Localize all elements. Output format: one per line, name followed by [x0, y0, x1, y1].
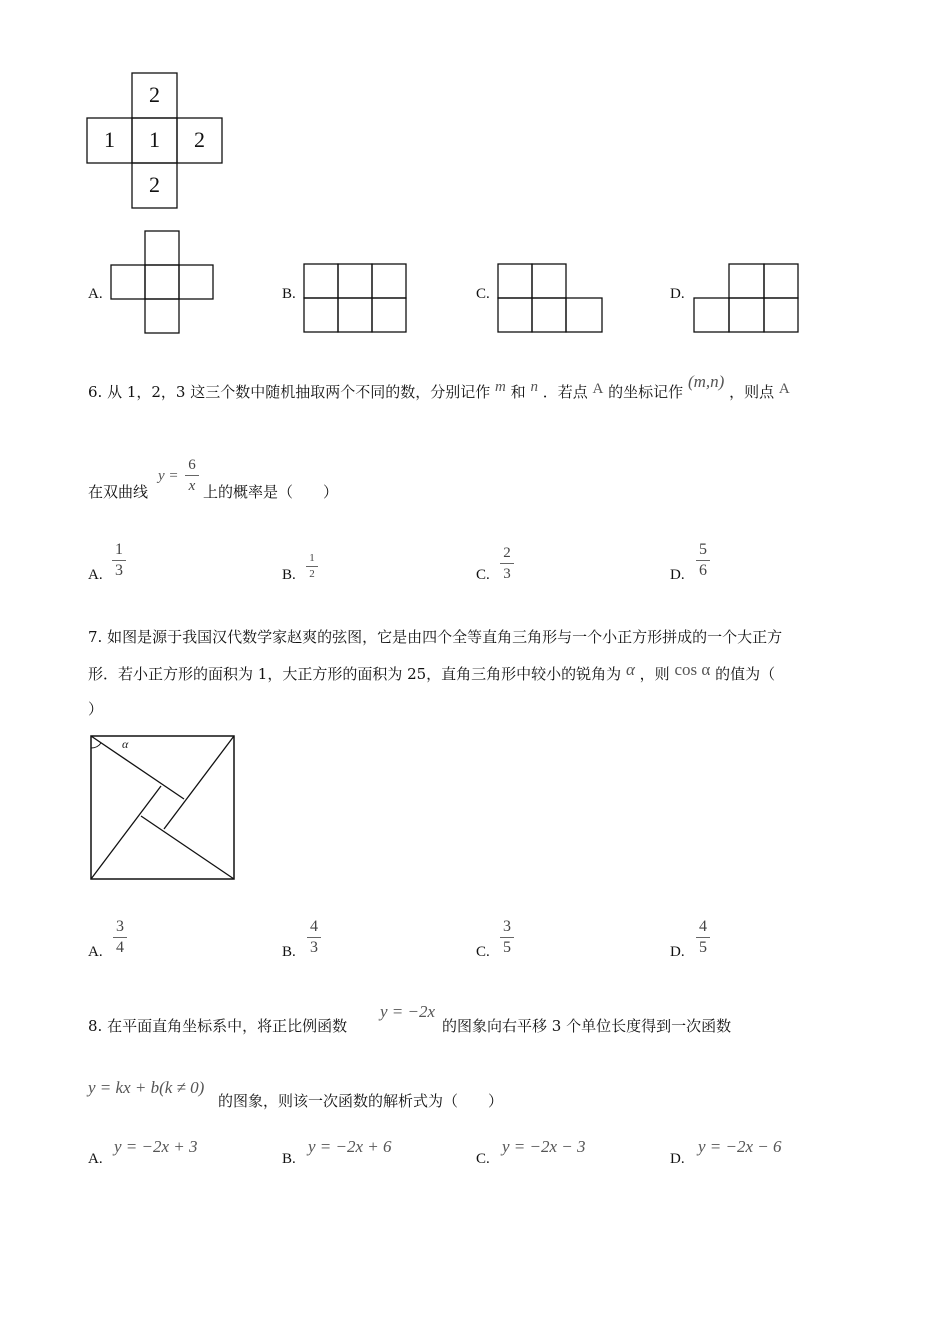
- frac-den: 4: [116, 939, 124, 956]
- frac-den: 5: [699, 939, 707, 956]
- q6-text-1: 6. 从 1，2，3 这三个数中随机抽取两个不同的数，分别记作: [88, 383, 491, 401]
- q8-line1-pre: 8. 在平面直角坐标系中，将正比例函数: [88, 1017, 348, 1035]
- q6-line2-post: 上的概率是（ ）: [203, 483, 339, 501]
- frac-num: 5: [699, 541, 707, 558]
- q5-option-a-label[interactable]: A.: [88, 286, 103, 302]
- q7-option-a-label[interactable]: A.: [88, 944, 103, 960]
- q7-question-line3: ）: [88, 700, 104, 718]
- frac-num: 1: [115, 541, 123, 558]
- net-cell-left: 1: [104, 127, 115, 152]
- q6-line2-pre: 在双曲线: [88, 483, 149, 501]
- q7-cos-alpha: cos α: [674, 660, 711, 679]
- q7-option-a-fraction[interactable]: [113, 918, 127, 957]
- q8-option-a-label[interactable]: A.: [88, 1151, 103, 1167]
- frac-num: 2: [503, 545, 511, 561]
- fraction-bar: [307, 937, 321, 938]
- q7-alpha: α: [625, 660, 635, 679]
- q6-point-a-2: A: [778, 381, 790, 397]
- q6-var-n: n: [530, 379, 538, 395]
- fraction-bar: [113, 937, 127, 938]
- net-cell-right: 2: [194, 127, 205, 152]
- q7-question-line1: 7. 如图是源于我国汉代数学家赵爽的弦图，它是由四个全等直角三角形与一个小正方形拼成的一个大正方: [88, 628, 783, 646]
- q8-option-d-label[interactable]: D.: [670, 1151, 685, 1167]
- net-cell-bottom: 2: [149, 172, 160, 197]
- q7-option-c-fraction[interactable]: [500, 918, 514, 957]
- fraction-bar: [696, 937, 710, 938]
- q6-point-a: A: [592, 381, 604, 397]
- q8-option-a-expr[interactable]: y = −2x + 3: [114, 1137, 198, 1156]
- frac-den: 5: [503, 939, 511, 956]
- q8-func: y = −2x: [380, 1002, 436, 1021]
- frac-num: 3: [116, 918, 124, 935]
- q7-option-d-label[interactable]: D.: [670, 944, 685, 960]
- frac-den: 2: [309, 568, 315, 580]
- frac-den: 6: [699, 562, 707, 579]
- q6-option-c-label[interactable]: C.: [476, 567, 490, 583]
- q6-eq-lhs: y =: [158, 468, 179, 484]
- q7-text-post: 的值为（: [715, 665, 776, 683]
- q6-text-and: 和: [510, 383, 526, 401]
- q6-text-coord: 的坐标记作: [608, 383, 684, 401]
- q6-text-dot: ．若点: [542, 383, 588, 401]
- q5-option-b-label[interactable]: B.: [282, 286, 296, 302]
- q5-option-c-label[interactable]: C.: [476, 286, 490, 302]
- frac-den: 3: [503, 566, 511, 582]
- frac-num: 4: [699, 918, 707, 935]
- q7-option-d-fraction[interactable]: [696, 918, 710, 957]
- net-cell-center: 1: [149, 127, 160, 152]
- q8-option-b-label[interactable]: B.: [282, 1151, 296, 1167]
- q7-option-c-label[interactable]: C.: [476, 944, 490, 960]
- net-cell-top: 2: [149, 82, 160, 107]
- frac-num: 1: [309, 552, 315, 564]
- q7-text-mid: ，则: [639, 665, 670, 683]
- q6-option-d-label[interactable]: D.: [670, 567, 685, 583]
- q8-option-c-label[interactable]: C.: [476, 1151, 490, 1167]
- frac-den: 3: [310, 939, 318, 956]
- q6-option-a-label[interactable]: A.: [88, 567, 103, 583]
- q6-var-m: m: [495, 379, 506, 395]
- frac-den: 3: [115, 562, 123, 579]
- frac-num: 3: [503, 918, 511, 935]
- q5-option-d-label[interactable]: D.: [670, 286, 685, 302]
- q8-option-d-expr[interactable]: y = −2x − 6: [698, 1137, 782, 1156]
- q8-option-b-expr[interactable]: y = −2x + 6: [308, 1137, 392, 1156]
- q7-text-pre: 形．若小正方形的面积为 1，大正方形的面积为 25，直角三角形中较小的锐角为: [88, 665, 622, 683]
- q8-func2: y = kx + b(k ≠ 0): [88, 1078, 205, 1097]
- q8-line2-post: 的图象，则该一次函数的解析式为（ ）: [218, 1092, 504, 1110]
- fraction-bar: [500, 937, 514, 938]
- q8-option-c-expr[interactable]: y = −2x − 3: [502, 1137, 586, 1156]
- q7-option-b-fraction[interactable]: [307, 918, 321, 957]
- q7-option-b-label[interactable]: B.: [282, 944, 296, 960]
- q8-line1-post: 的图象向右平移 3 个单位长度得到一次函数: [442, 1017, 732, 1035]
- q6-option-b-label[interactable]: B.: [282, 567, 296, 583]
- q6-frac-num: 6: [188, 457, 196, 473]
- q7-figure-alpha-label: α: [122, 737, 129, 751]
- frac-num: 4: [310, 918, 318, 935]
- q6-frac-den: x: [188, 478, 196, 494]
- q6-text-comma: ，则点: [729, 383, 775, 401]
- q6-point-coord: (m,n): [687, 372, 725, 391]
